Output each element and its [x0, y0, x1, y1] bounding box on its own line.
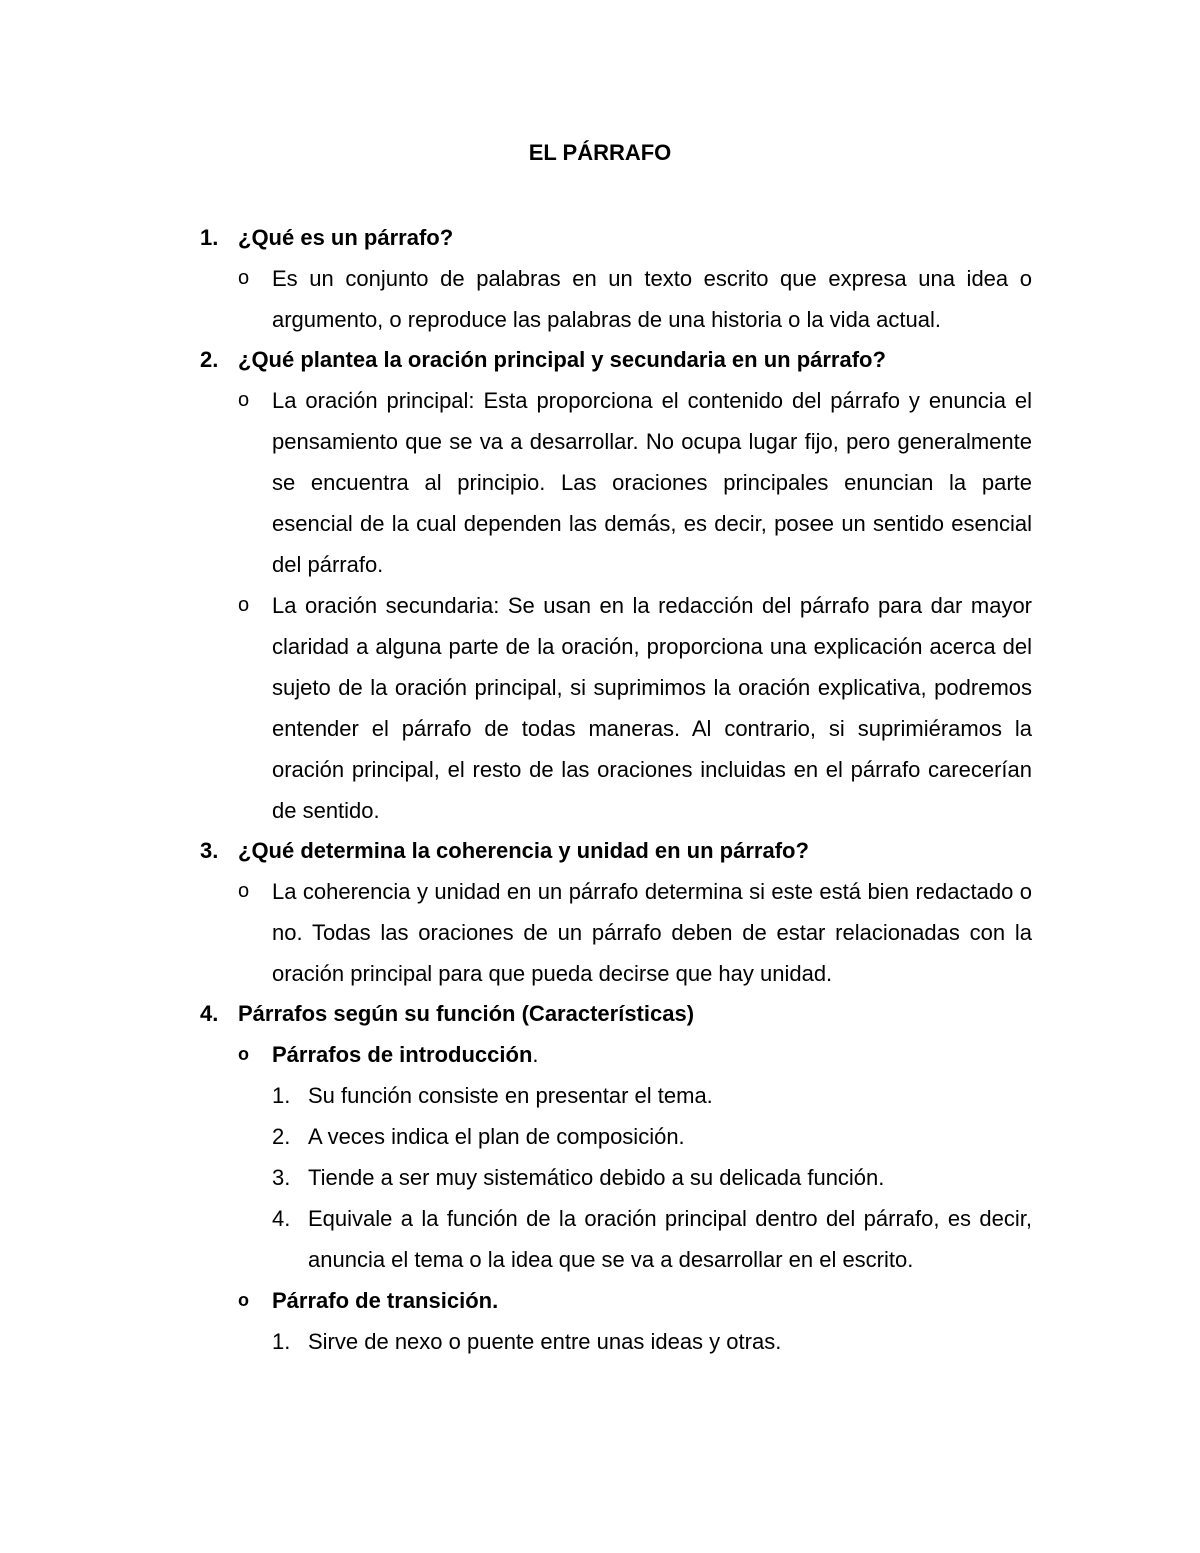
section-question: ¿Qué plantea la oración principal y secundaria en un párrafo?	[238, 347, 886, 372]
item-text: Su función consiste en presentar el tema.	[308, 1083, 713, 1108]
document-body	[200, 218, 1032, 1362]
group-heading-text: Párrafo de transición.	[272, 1288, 499, 1313]
item-number: 2.	[272, 1124, 291, 1149]
group-heading	[238, 1280, 1032, 1321]
section-heading	[200, 994, 1032, 1034]
group-heading-tail: .	[532, 1042, 539, 1067]
bullet-text: La oración secundaria: Se usan en la redacción del párrafo para dar mayor claridad a alguna parte de la oración, proporciona una explicación acerca del sujeto de la oración principal, si suprimimos la oración explicativa, podremos entender el párrafo de todas maneras. Al contrario, si suprimiéramos la oración principal, el resto de las oraciones incluidas en el párrafo carecerían de sentido.	[272, 593, 1032, 823]
section-heading	[200, 831, 1032, 871]
numbered-item	[272, 1157, 1032, 1198]
bullet-item	[238, 380, 1032, 585]
item-text: A veces indica el plan de composición.	[308, 1124, 685, 1149]
section-question: Párrafos según su función (Características)	[238, 1001, 695, 1026]
section-number: 1.	[200, 225, 219, 250]
bullet-mark: o	[238, 1290, 249, 1310]
bullet-mark: o	[238, 880, 250, 902]
bullet-mark: o	[238, 1044, 249, 1064]
item-number: 4.	[272, 1206, 291, 1231]
item-text: Sirve de nexo o puente entre unas ideas y otras.	[308, 1329, 782, 1354]
bullet-item	[238, 258, 1032, 340]
item-number: 1.	[272, 1329, 291, 1354]
item-number: 3.	[272, 1165, 291, 1190]
bullet-text: La coherencia y unidad en un párrafo determina si este está bien redactado o no. Todas las oraciones de un párrafo deben de estar relacionadas con la oración principal para que pueda decirse que hay unidad.	[272, 879, 1032, 986]
group-heading	[238, 1034, 1032, 1075]
bullet-item	[238, 585, 1032, 831]
bullet-mark: o	[238, 267, 250, 289]
bullet-mark: o	[238, 594, 250, 616]
bullet-text: La oración principal: Esta proporciona el contenido del párrafo y enuncia el pensamiento que se va a desarrollar. No ocupa lugar fijo, pero generalmente se encuentra al principio. Las oraciones principales enuncian la parte esencial de la cual dependen las demás, es decir, posee un sentido esencial del párrafo.	[272, 388, 1032, 577]
section-number: 3.	[200, 838, 219, 863]
numbered-item	[272, 1198, 1032, 1280]
numbered-item	[272, 1116, 1032, 1157]
numbered-item	[272, 1321, 1032, 1362]
item-text: Equivale a la función de la oración principal dentro del párrafo, es decir, anuncia el tema o la idea que se va a desarrollar en el escrito.	[308, 1206, 1032, 1272]
item-number: 1.	[272, 1083, 291, 1108]
numbered-item	[272, 1075, 1032, 1116]
section-question: ¿Qué es un párrafo?	[238, 225, 454, 250]
item-text: Tiende a ser muy sistemático debido a su delicada función.	[308, 1165, 885, 1190]
bullet-item	[238, 871, 1032, 994]
page-title: EL PÁRRAFO	[528, 140, 672, 165]
bullet-text: Es un conjunto de palabras en un texto escrito que expresa una idea o argumento, o reproduce las palabras de una historia o la vida actual.	[272, 266, 1032, 332]
group-heading-text: Párrafos de introducción	[272, 1042, 533, 1067]
section-heading	[200, 218, 1032, 258]
section-number: 2.	[200, 347, 219, 372]
section-heading	[200, 340, 1032, 380]
bullet-mark: o	[238, 389, 250, 411]
section-number: 4.	[200, 1001, 219, 1026]
section-question: ¿Qué determina la coherencia y unidad en un párrafo?	[238, 838, 809, 863]
